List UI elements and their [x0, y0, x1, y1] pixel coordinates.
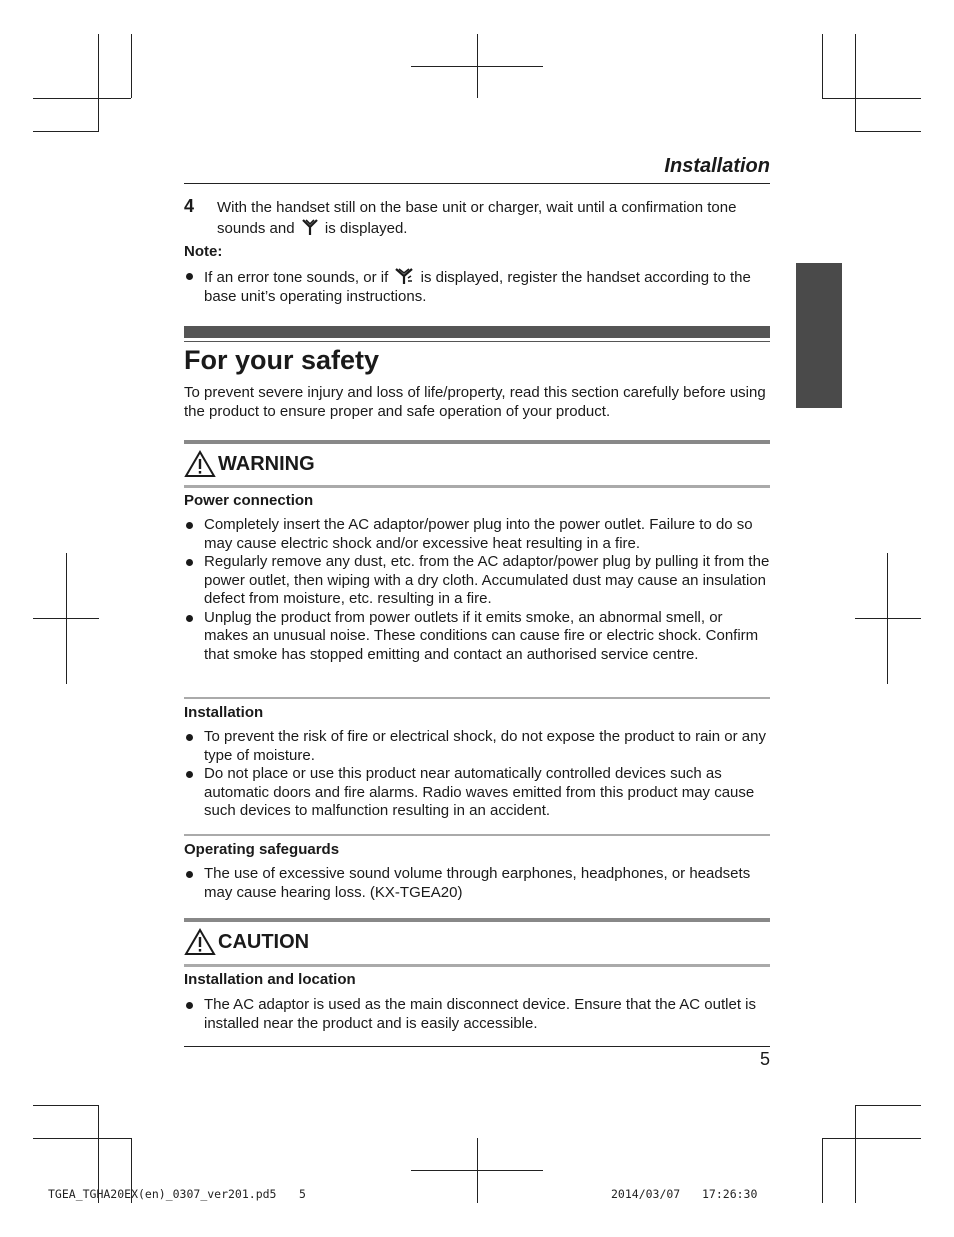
print-slug-time: 17:26:30: [702, 1187, 758, 1201]
section-thumb-tab: [796, 263, 842, 408]
caution-band-top: [184, 918, 770, 922]
warning-heading: [184, 450, 315, 478]
list-item: To prevent the risk of fire or electrical shock, do not expose the product to rain or any type of moisture.: [184, 728, 770, 765]
power-connection-list: [184, 516, 770, 664]
caution-label: CAUTION: [218, 930, 310, 953]
header-rule: [184, 183, 770, 184]
operating-safeguards-list: [184, 865, 770, 902]
note-item: [184, 267, 770, 306]
warning-label: WARNING: [218, 452, 315, 475]
list-item: Completely insert the AC adaptor/power plug into the power outlet. Failure to do so may cause electric shock and/or excessive heat resulting in a fire.: [184, 516, 770, 553]
list-item: The use of excessive sound volume through earphones, headphones, or headsets may cause hearing loss. (KX-TGEA20): [184, 865, 770, 902]
list-item: Do not place or use this product near automatically controlled devices such as automatic doors and fire alarms. Radio waves emitted from this product may cause such devices to malfunction resulting in an accident.: [184, 765, 770, 821]
caution-heading: [184, 928, 309, 956]
list-item: Unplug the product from power outlets if it emits smoke, an abnormal smell, or makes an unusual noise. These conditions can cause fire or electric shock. Confirm that smoke has stopped emitting and contact an authorised service centre.: [184, 609, 770, 665]
print-slug-date: 2014/03/07: [611, 1187, 681, 1201]
subsection-title-power-connection: Power connection: [184, 492, 314, 509]
subsection-title-installation-location: Installation and location: [184, 971, 356, 988]
list-item: If an error tone sounds, or if is displayed, register the handset according to the base unit’s operating instructions.: [184, 267, 770, 306]
subsection-divider: [184, 834, 770, 836]
warning-band-top: [184, 440, 770, 444]
antenna-icon: [301, 218, 319, 236]
section-bar: [184, 326, 770, 338]
section-rule: [184, 341, 770, 342]
safety-intro: To prevent severe injury and loss of life/property, read this section carefully before using the product to ensure proper and safe operation of your product.: [184, 384, 766, 420]
print-slug-file: TGEA_TGHA20EX(en)_0307_ver201.pd5: [48, 1187, 277, 1201]
installation-location-list: [184, 996, 770, 1033]
warning-triangle-icon: [184, 450, 216, 478]
step-number: 4: [184, 196, 195, 216]
subsection-title-installation: Installation: [184, 704, 264, 721]
caution-band-bottom: [184, 964, 770, 967]
subsection-title-operating-safeguards: Operating safeguards: [184, 841, 340, 858]
list-item: Regularly remove any dust, etc. from the AC adaptor/power plug by pulling it from the power outlet, then wiping with a dry cloth. Accumulated dust may cause an insulation defect from moisture, etc. resulting in a fire.: [184, 553, 770, 609]
warning-triangle-icon: [184, 928, 216, 956]
antenna-flashing-icon: [394, 267, 414, 285]
list-item: The AC adaptor is used as the main disconnect device. Ensure that the AC outlet is installed near the product and is easily accessible.: [184, 996, 770, 1033]
footer-rule: [184, 1046, 770, 1047]
section-title: For your safety: [184, 345, 380, 375]
print-slug-page: 5: [299, 1187, 306, 1201]
page-number: 5: [759, 1049, 770, 1069]
step-text: With the handset still on the base unit or charger, wait until a confirmation tone sounds and is displayed.: [217, 199, 737, 237]
page-header-title: Installation: [664, 155, 770, 177]
installation-list: [184, 728, 770, 821]
subsection-divider: [184, 697, 770, 699]
note-label: Note:: [184, 243, 223, 260]
warning-band-bottom: [184, 485, 770, 488]
